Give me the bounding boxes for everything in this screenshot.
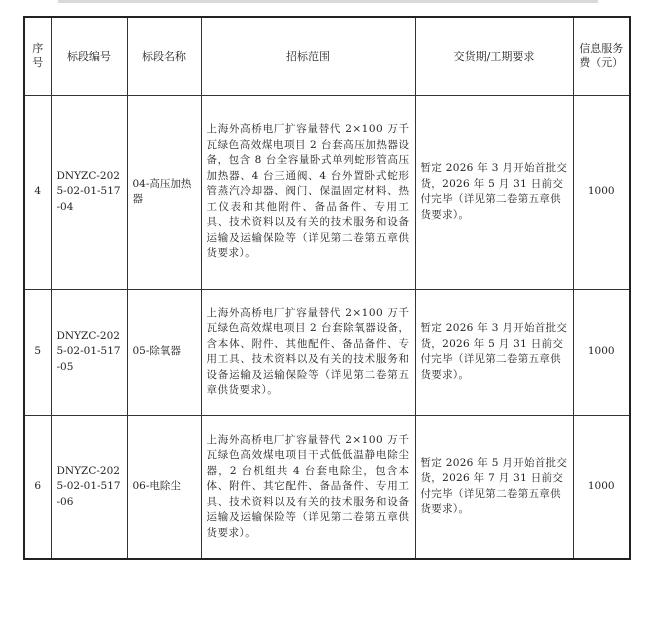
header-scope: 招标范围 — [201, 17, 415, 95]
row-seq: 6 — [24, 415, 51, 559]
row-code: DNYZC-2025-02-01-517-05 — [51, 289, 127, 415]
row-delivery: 暂定 2026 年 3 月开始首批交货，2026 年 5 月 31 日前交付完毕（详见第二卷第五章供货要求）。 — [415, 95, 573, 289]
table-row — [24, 95, 630, 289]
row-seq: 5 — [24, 289, 51, 415]
header-delivery: 交货期/工期要求 — [415, 17, 573, 95]
row-code: DNYZC-2025-02-01-517-06 — [51, 415, 127, 559]
header-name: 标段名称 — [127, 17, 201, 95]
bid-sections-table — [23, 16, 631, 560]
header-code: 标段编号 — [51, 17, 127, 95]
row-name: 04-高压加热器 — [127, 95, 201, 289]
table-row — [24, 415, 630, 559]
header-fee: 信息服务费（元） — [573, 17, 630, 95]
row-name: 05-除氧器 — [127, 289, 201, 415]
row-seq: 4 — [24, 95, 51, 289]
row-fee: 1000 — [573, 415, 630, 559]
row-scope: 上海外高桥电厂扩容量替代 2×100 万千瓦绿色高效煤电项目 2 台套高压加热器设备，包含 8 台全容量卧式单列蛇形管高压加热器、4 台三通阀、4 台外置卧式蛇形管蒸汽冷却器、阀门、保温固定材料、热工仪表和其他附件、备品备件、专用工具、技术资料以及有关的技术服务和设备运输及运输保险等（详见第二卷第五章供货要求）。 — [201, 95, 415, 289]
row-delivery: 暂定 2026 年 5 月开始首批交货，2026 年 7 月 31 日前交付完毕（详见第二卷第五章供货要求）。 — [415, 415, 573, 559]
row-delivery: 暂定 2026 年 3 月开始首批交货，2026 年 5 月 31 日前交付完毕（详见第二卷第五章供货要求）。 — [415, 289, 573, 415]
row-fee: 1000 — [573, 95, 630, 289]
row-code: DNYZC-2025-02-01-517-04 — [51, 95, 127, 289]
row-scope: 上海外高桥电厂扩容量替代 2×100 万千瓦绿色高效煤电项目干式低低温静电除尘器，2 台机组共 4 台套电除尘，包含本体、附件、其它配件、备品备件、专用工具、技术资料以及有关的技术服务和设备运输及运输保险等（详见第二卷第五章供货要求）。 — [201, 415, 415, 559]
header-seq: 序号 — [24, 17, 51, 95]
top-divider — [58, 0, 598, 3]
header-row — [24, 17, 630, 95]
row-scope: 上海外高桥电厂扩容量替代 2×100 万千瓦绿色高效煤电项目 2 台套除氧器设备，含本体、附件、其他配件、备品备件、专用工具、技术资料以及有关的技术服务和设备运输及运输保险等（详见第二卷第五章供货要求）。 — [201, 289, 415, 415]
table-row — [24, 289, 630, 415]
row-fee: 1000 — [573, 289, 630, 415]
row-name: 06-电除尘 — [127, 415, 201, 559]
